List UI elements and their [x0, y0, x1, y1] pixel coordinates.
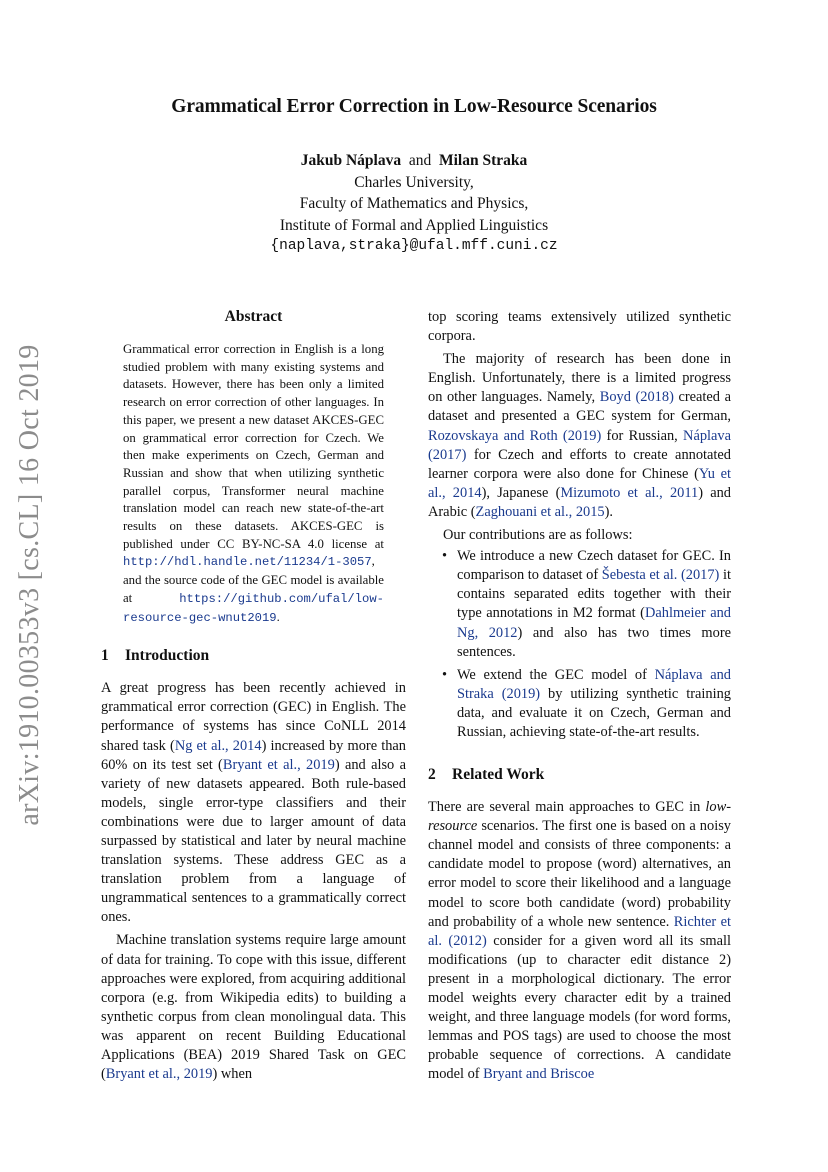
- arxiv-id: arXiv:1910.00353v3 [cs.CL] 16 Oct 2019: [14, 344, 45, 826]
- bullet-icon: •: [442, 548, 448, 565]
- left-column: [101, 308, 406, 1084]
- text-span: ) and also has two times more sentences.: [457, 624, 731, 660]
- related-section-number: 2: [428, 766, 436, 784]
- emphasis-text: low-resource: [428, 799, 731, 835]
- citation-link[interactable]: Boyd (2018): [599, 389, 674, 406]
- intro-heading: [101, 647, 406, 665]
- citation-link[interactable]: Bryant and Briscoe: [483, 1066, 595, 1083]
- text-span: ) and also a variety of new datasets appeared. Both rule-based models, single error-type classifiers and their combinations were due to larger amount of data surpassed by statistical and later by neural machine translation systems. These address GEC as a translation problem from a language of ungrammatical sentences to a grammatically correct ones.: [101, 756, 406, 926]
- text-span: consider for a given word all its small modifications (up to character edit distance 2) present in a morphological dictionary. The error model weights every character edit by a trained weight, and three language models (for word forms, lemmas and POS tags) are used to choose the most probable sequence of corrections. A candidate model of: [428, 932, 731, 1083]
- text-span: for Czech and efforts to create annotated learner corpora were also done for Chinese (: [428, 446, 731, 482]
- text-span: created a dataset and presented a GEC system for German,: [428, 389, 731, 425]
- text-span: There are several main approaches to GEC in: [428, 799, 706, 816]
- text-span: A great progress has been recently achieved in grammatical error correction (GEC) in English. The performance of systems has since CoNLL 2014 shared task (: [101, 680, 406, 754]
- abstract-body: [123, 341, 384, 627]
- abstract-heading: Abstract: [224, 308, 283, 325]
- intro-paragraph-1: [101, 679, 406, 927]
- text-span: by utilizing synthetic training data, and evaluate it on Czech, German and Russian, achieving state-of-the-art results.: [457, 685, 731, 740]
- contribution-item-2: [428, 666, 731, 742]
- intro-paragraph-2-continued: top scoring teams extensively utilized synthetic corpora.: [428, 309, 731, 345]
- abstract-text-3: .: [276, 609, 280, 624]
- citation-link[interactable]: Yu et al., 2014: [428, 465, 731, 501]
- affiliation-line-2: Faculty of Mathematics and Physics,: [299, 195, 529, 212]
- author-email: {naplava,straka}@ufal.mff.cuni.cz: [270, 238, 558, 254]
- affiliation-line-3: Institute of Formal and Applied Linguistics: [279, 216, 549, 234]
- source-code-url-link[interactable]: https://github.com/ufal/low-resource-gec-wnut2019: [123, 591, 384, 625]
- citation-link[interactable]: Bryant et al., 2019: [105, 1066, 213, 1083]
- dataset-url-link[interactable]: http://hdl.handle.net/11234/1-3057: [123, 555, 372, 570]
- abstract-text-2: , and the source code of the GEC model is available at: [123, 554, 384, 605]
- citation-link[interactable]: Náplava and Straka (2019): [457, 666, 731, 702]
- abstract-text-1: Grammatical error correction in English is a long studied problem with many existing systems and datasets. However, there has been only a limited research on error correction of other languages. In this paper, we present a new dataset AKCES-GEC on grammatical error correction for Czech. We then make experiments on Czech, German and Russian and show that when utilizing synthetic parallel corpus, Transformer neural machine translation model can reach new state-of-the-art results on these datasets. AKCES-GEC is published under CC BY-NC-SA 4.0 license at: [123, 342, 384, 551]
- text-span: Machine translation systems require large amount of data for training. To cope with this issue, different approaches were explored, from acquiring additional corpora (e.g. from Wikipedia edits) to building a synthetic corpus from clean monolingual data. This was apparent on recent Building Educational Applications (BEA) 2019 Shared Task on GEC (: [101, 932, 406, 1083]
- intro-paragraph-2: [101, 931, 406, 1084]
- citation-link[interactable]: Richter et al. (2012): [428, 913, 731, 949]
- intro-section-number: 1: [101, 647, 109, 665]
- author-names: [0, 150, 828, 172]
- right-column: [428, 308, 731, 1084]
- citation-link[interactable]: Bryant et al., 2019: [222, 756, 335, 773]
- text-span-overflow: ) when: [212, 1066, 253, 1083]
- author-1: Jakub Náplava: [300, 152, 402, 169]
- contributions-list: [428, 547, 731, 742]
- text-span: ) and Arabic (: [428, 484, 731, 520]
- text-span: ), Japanese (: [481, 484, 561, 501]
- arxiv-sidebar: [5, 340, 55, 830]
- text-span: ) increased by more than 60% on its test set (: [101, 737, 406, 773]
- affiliation-line-1: Charles University,: [354, 173, 474, 191]
- contribution-item-1: [428, 547, 731, 662]
- intro-paragraph-3: [428, 350, 731, 522]
- citation-link[interactable]: Dahlmeier and Ng, 2012: [457, 605, 731, 641]
- text-span: We extend the GEC model of: [457, 666, 655, 683]
- citation-link[interactable]: Rozovskaya and Roth (2019): [428, 427, 602, 444]
- intro-section-title: Introduction: [125, 647, 210, 665]
- bullet-icon: •: [442, 666, 448, 683]
- related-work-heading: [428, 766, 731, 784]
- author-and: and: [408, 152, 432, 169]
- text-span: We introduce a new Czech dataset for GEC. In comparison to dataset of: [457, 548, 731, 584]
- intro-paragraph-4: Our contributions are as follows:: [443, 527, 633, 544]
- citation-link[interactable]: Ng et al., 2014: [174, 737, 262, 754]
- related-paragraph-1: [428, 798, 731, 1084]
- paper-title: Grammatical Error Correction in Low-Resource Scenarios: [171, 96, 657, 117]
- citation-link[interactable]: Mizumoto et al., 2011: [560, 484, 699, 501]
- citation-link[interactable]: Šebesta et al. (2017): [601, 567, 720, 584]
- author-block: [0, 150, 828, 258]
- citation-link[interactable]: Zaghouani et al., 2015: [475, 503, 605, 520]
- text-span: it contains separated edits together with their type annotations in M2 format (: [457, 567, 731, 622]
- text-span: scenarios. The first one is based on a noisy channel model and consists of three components: a candidate model to propose (word) alternatives, an error model to score their likelihood and a language model to score both candidate (word) probability and probability of a whole new sentence.: [428, 818, 731, 930]
- author-2: Milan Straka: [438, 152, 528, 169]
- text-span: ).: [604, 503, 614, 520]
- related-section-title: Related Work: [452, 766, 545, 784]
- text-span: for Russian,: [601, 427, 684, 444]
- citation-link[interactable]: Náplava (2017): [428, 427, 731, 463]
- text-span: The majority of research has been done in English. Unfortunately, there is a limited progress on other languages. Namely,: [428, 351, 731, 406]
